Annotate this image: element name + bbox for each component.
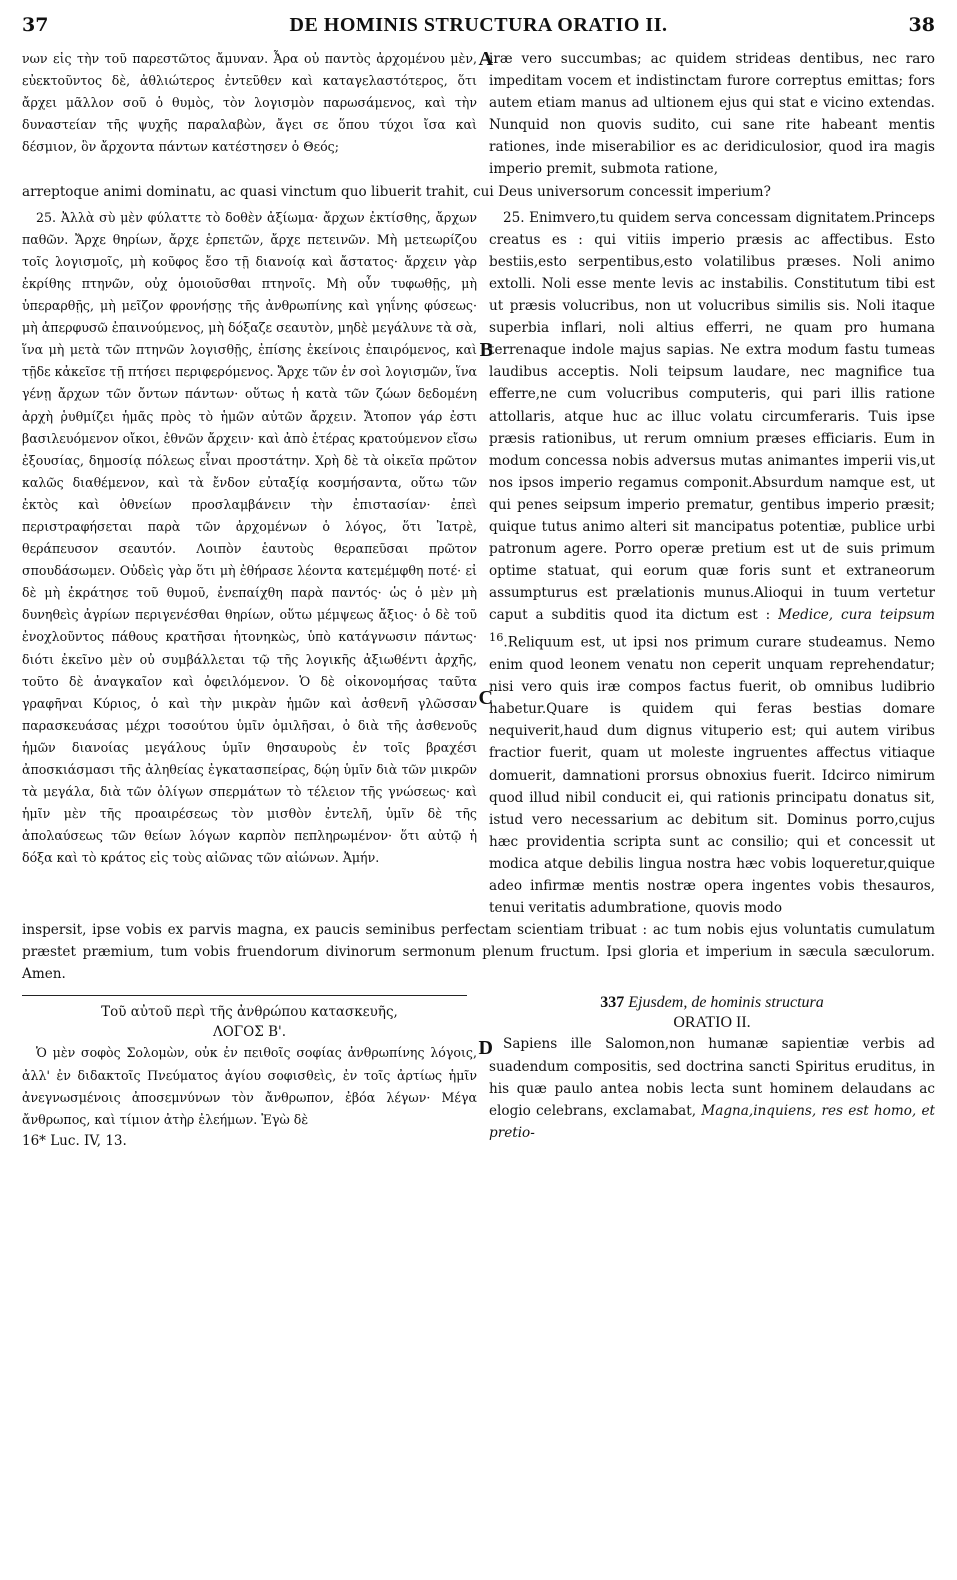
- latin-column-1: [489, 48, 935, 181]
- greek-column-1: [22, 48, 493, 181]
- full-width-latin-1: arreptoque animi dominatu, ac quasi vinctum quo libuerit trahit, cui Deus universorum concessit imperium?: [22, 183, 771, 200]
- full-width-latin-2: inspersit, ipse vobis ex parvis magna, ex paucis seminibus perfectam scientiam tribuat : ac tum nobis ejus voluntatis cumulatum præstet præmium, tum vobis fruendorum divinorum sermonum plenum fructum. Ipsi gloria et imperium in sæcula sæculorum. Amen.: [22, 922, 935, 983]
- footnote-ref: 16: [489, 630, 504, 645]
- page-number-right: 38: [908, 14, 935, 36]
- page: [22, 14, 935, 1149]
- latin-column-2: [489, 207, 935, 920]
- footnote: 16* Luc. IV, 13.: [22, 1132, 127, 1149]
- column-number: 337: [600, 994, 625, 1012]
- page-number-left: 37: [22, 14, 49, 36]
- latin-paragraph-1: iræ vero succumbas; ac quidem strideas dentibus, nec raro impeditam vocem et indistinctam furore correptus emittas; fors autem etiam manus ad ultionem ejus qui stat e vicino extendas. Nunquid non quovis sudito, cui sane rite habeant mentis rationes, inde miserabilior es ac deridiculosior, quod ira magis imperio premit, submota ratione,: [489, 51, 935, 178]
- margin-marker-d: D: [478, 1036, 493, 1059]
- section-oratio: [22, 985, 935, 1148]
- margin-marker-c: C: [478, 686, 493, 709]
- latin-quote: Medice, cura teipsum: [778, 607, 935, 624]
- section-divider: [22, 995, 467, 996]
- greek-heading-line-1: Τοῦ αὐτοῦ περὶ τῆς ἀνθρώπου κατασκευῆς,: [101, 1004, 398, 1021]
- latin-text-3a: Sapiens ille Salomon,non humanæ sapientiæ verbis ad suadendum compositis, sed doctrina sancti Spiritus eruditus, in his quæ paulo antea nobis lecta sunt hominem delaudans ac elogio celebrans, exclamabat,: [489, 1036, 935, 1119]
- running-title: DE HOMINIS STRUCTURA ORATIO II.: [289, 14, 668, 36]
- latin-paragraph-3: [489, 1033, 935, 1143]
- page-header: [22, 14, 935, 48]
- latin-column-3: [489, 985, 935, 1148]
- greek-heading: [22, 1002, 477, 1042]
- latin-text-2b: .Reliquum est, ut ipsi nos primum curare studeamus. Nemo enim quod leonem venatu non ceperit unquam reprehendatur; nisi vero quis iræ compos factus fuerit, ob omnibus ludibrio habetur.Quare is quidem qui feras bestias domare nequiverit,haud dum dignus vituperio est; qui autem viribus fractior fuerit, quam ut moleste ingruentes affectus vitiaque domuerit, damnationi prorsus obnoxius fuerit. Idcirco nimirum quod illud nibil conducit ei, qui rationis principatu donatus sit, istud vero necessarium ac debitum sit. Dominus porro,cujus hæc providentia scripta sunt ac consilio; qui et concessit ut modica atque debilis lingua nostra hæc vobis loqueretur,quique adeo infirmæ mentis nostræ opera ingentes vobis thesauros, tenui veritatis adumbratione, quovis modo: [489, 634, 935, 917]
- margin-marker-b: B: [479, 338, 493, 361]
- greek-paragraph-1: νων εἰς τὴν τοῦ παρεστῶτος ἄμυναν. Ἆρα οὐ παντὸς ἀρχομένου μὲν, εὐεκτοῦντος δὲ, ἀθλιώτερος ἐντεῦθεν καὶ καταγελαστότερος, ὅτι ἄρχει μᾶλλον σοῦ ὁ θυμὸς, τὸν λογισμὸν παρωσάμενος, καὶ τὴν δυναστείαν τῆς ψυχῆς παραλαβὼν, ἄγει σε ὅπου τύχοι ἴσα καὶ δέσμιον, ὃν ἄρχοντα πάντων κατέστησεν ὁ Θεός;: [22, 51, 477, 155]
- latin-heading-line-2: ORATIO II.: [673, 1014, 751, 1032]
- greek-column-3: [22, 985, 477, 1148]
- section-1: [22, 48, 935, 181]
- latin-paragraph-2: [489, 207, 935, 920]
- greek-heading-line-2: ΛΟΓΟΣ Β'.: [212, 1024, 286, 1041]
- latin-text-3b: Magna,inquiens, res est homo, et pretio-: [489, 1102, 935, 1141]
- greek-paragraph-2: 25. Ἀλλὰ σὺ μὲν φύλαττε τὸ δοθὲν ἀξίωμα· ἄρχων ἐκτίσθης, ἄρχων παθῶν. Ἄρχε θηρίων, ἄρχε ἑρπετῶν, ἄρχε πετεινῶν. Μὴ μετεωρίζου τοῖς λογισμοῖς, μὴ κοῦφος ἔσο τῇ διανοίᾳ καὶ ἄστατος· ἄρχειν γὰρ ἐκρίθης πτηνῶν, οὐχ ὁμοιοῦσθαι πτηνοῖς. Μὴ οὖν τυφωθῇς, μὴ ὑπεραρθῇς, μὴ μεῖζον φρονήσῃς τῆς ἀνθρωπίνης καὶ γηΐνης φύσεως· μὴ ἀπερφυσῶ ἐπαινούμενος, μὴ δόξαζε σεαυτὸν, μηδὲ μεγάλυνε τὰ σὰ, ἵνα μὴ μετὰ τῶν πτηνῶν λογισθῇς, ἐπίσης ἐκείνοις ἐπαιρόμενος, καὶ τῇδε κἀκεῖσε τῇ πτήσει περιφερόμενος. Ἄρχε τῶν ἐν σοὶ λογισμῶν, ἵνα γένῃ ἄρχων τῶν ὄντων πάντων· οὕτως ἡ κατὰ τῶν ζώων δεδομένη ἀρχὴ ῥυθμίζει ἡμᾶς πρὸς τὸ ἡμῶν αὐτῶν ἄρχειν. Ἄτοπον γάρ ἐστι βασιλευόμενον οἴκοι, ἐθνῶν ἄρχειν· καὶ ἀπὸ ἑτέρας κρατούμενον εἴσω ἐξουσίας, δημοσίᾳ πόλεως εἶναι προστάτην. Χρὴ δὲ τὰ οἰκεῖα πρῶτον καλῶς διαθέμενον, καὶ τὰ ἔνδον εὐταξίᾳ κοσμήσαντα, οὕτω τῶν ἐκτὸς καὶ ὀθνείων προσλαμβάνειν τὴν ἐπιστασίαν· ἐπεὶ περιστραφήσεται παρὰ τῶν ἀρχομένων ὁ λόγος, ὅτι Ἰατρὲ, θεράπευσον σεαυτόν. Λοιπὸν ἑαυτοὺς θεραπεῦσαι πρῶτον σπουδάσωμεν. Οὐδεὶς γὰρ ὅτι μὴ ἐθήρασε λέοντα κατεμέμφθη ποτέ· εἰ δὲ μὴ ἐκράτησε τοῦ θυμοῦ, ἐνεπαίχθη παρὰ παντός· ὡς ὁ μὲν μὴ δυνηθεὶς ἀγρίων περιγενέσθαι θηρίων, οὕτω μέμψεως ἄξιος· ὁ δὲ τοῦ ἐνοχλοῦντος πάθους κρατῆσαι ἡτονηκὼς, ὑπὸ κατάγνωσιν πάντως· διότι ἐκεῖνο μὲν οὐ συμβάλλεται τῷ τῆς λογικῆς ἀξιωθέντι ἀρχῆς, τοῦτο δὲ ἀναγκαῖον καὶ ὀφειλόμενον. Ὁ δὲ οἰκονομήσας ταῦτα γραφῆναι Κύριος, ὁ καὶ τὴν μικρὰν ἡμῶν καὶ ἀσθενῆ γλῶσσαν παρασκευάσας μέχρι τοσούτου ὑμῖν ὁμιλῆσαι, ὁ διὰ τῆς ἀσθενοῦς ἡμῶν διανοίας μεγάλους ὑμῖν θησαυροὺς ἐν τοῖς βραχέσι ἀποσκιάσμασι τῆς ἀληθείας ἐγκατασπείρας, δῴη ὑμῖν διὰ τῶν μικρῶν τὰ μεγάλα, διὰ τῶν ὀλίγων σπερμάτων τὸ τέλειον τῆς γνώσεως· καὶ ἡμῖν μὲν τῆς προαιρέσεως τὸν μισθὸν ἐντελῆ, ὑμῖν δὲ τῆς ἀπολαύσεως τῶν θείων λόγων καρπὸν πεπληρωμένον· ὅτι αὐτῷ ἡ δόξα καὶ τὸ κράτος εἰς τοὺς αἰῶνας τῶν αἰώνων. Ἀμήν.: [22, 209, 477, 866]
- margin-marker-a: A: [478, 48, 493, 70]
- latin-heading-line-1: Ejusdem, de hominis structura: [628, 994, 824, 1012]
- latin-heading: [489, 993, 935, 1033]
- latin-text-2a: 25. Enimvero,tu quidem serva concessam dignitatem.Princeps creatus es : qui vitiis imperio præsis ac affectibus. Esto bestiis,esto serpentibus,esto volatilibus præses. Noli animo extolli. Noli esse mente levis ac instabilis. Constitutum tibi est ut præsis volucribus, non ut volucribus similis sis. Noli itaque superbia inflari, noli altius efferri, ne quam pro humana terrenaque indole majus sapias. Ne extra modum fastu tumeas laudibus acceptis. Noli teipsum laudare, nec magnifice tua efferre,ne cum volucribus computeris, qui pari illis ratione attollaris, atque huc ac illuc volatu circumferaris. Tuis ipse præsis rationibus, ut rerum omnium præses efficiaris. Eum in modum concessa nobis adversus mutas animantes imperii vis,ut nos ipsos imperio regamus componit.Absurdum namque est, ut qui penes seipsum imperio prematur, gentibus imperio præsit; quique tutus animo alteri sit mancipatus potentiæ, publice urbi patronum agere. Porro operæ pretium est ut de suis primum optime statuat, qui eorum quæ foris sunt et extraneorum assumpturus est prælationis munus.Alioqui in tuum vertetur caput a subditis quod ita dictum est :: [489, 209, 935, 624]
- greek-paragraph-3: Ὁ μὲν σοφὸς Σολομὼν, οὐκ ἐν πειθοῖς σοφίας ἀνθρωπίνης λόγοις, ἀλλ' ἐν διδακτοῖς Πνεύματος ἁγίου σοφισθεὶς, ἐν τοῖς ἀρτίως ἡμῖν ἀνεγνωσμένοις ἀποσεμνύνων τὸν ἄνθρωπον, ἐβόα λέγων· Μέγα ἄνθρωπος, καὶ τίμιον ἀτὴρ ἐλεήμων. Ἐγὼ δὲ: [22, 1045, 477, 1127]
